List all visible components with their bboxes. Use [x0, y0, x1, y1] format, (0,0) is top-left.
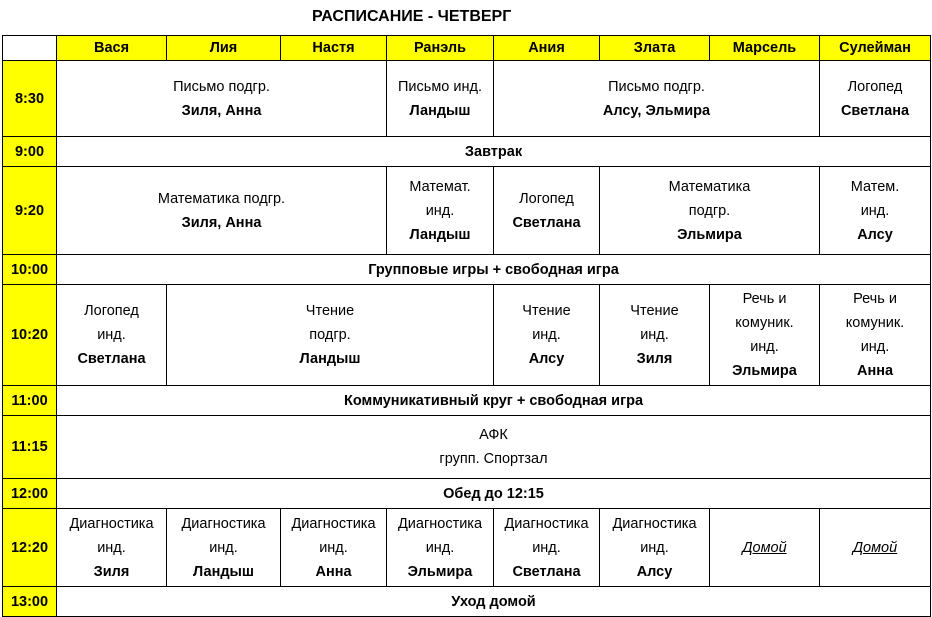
lesson-person: Зиля — [636, 351, 673, 367]
lesson-cell — [57, 285, 167, 386]
schedule-table — [2, 35, 931, 617]
lesson-person: Светлана — [512, 563, 581, 580]
lesson-cell — [820, 61, 931, 137]
activity-cell — [57, 416, 931, 479]
header-cell: Злата — [600, 36, 710, 61]
activity-cell: Завтрак — [57, 137, 931, 167]
lesson-cell — [387, 167, 494, 255]
lesson-type: инд. — [425, 202, 455, 219]
lesson-cell — [167, 509, 281, 587]
lesson-label: Чтение — [630, 303, 679, 319]
header-cell: Вася — [57, 36, 167, 61]
lesson-label: Письмо подгр. — [608, 78, 705, 95]
lesson-person: Эльмира — [732, 363, 797, 379]
lesson-cell — [57, 61, 387, 137]
time-cell: 13:00 — [3, 587, 57, 617]
row-920 — [3, 167, 931, 255]
header-cell: Ранэль — [387, 36, 494, 61]
lesson-type: подгр. — [688, 202, 731, 219]
lesson-type: инд. — [640, 539, 669, 556]
row-830 — [3, 61, 931, 137]
row-1300 — [3, 587, 931, 617]
lesson-person: Эльмира — [407, 563, 473, 580]
lesson-type: подгр. — [309, 327, 351, 343]
lesson-type: инд. — [209, 539, 238, 556]
lesson-label: Диагностика — [612, 515, 697, 532]
lesson-label: Чтение — [305, 303, 355, 319]
lesson-cell — [57, 167, 387, 255]
row-1200 — [3, 479, 931, 509]
lesson-label: Диагностика — [397, 515, 483, 532]
activity-cell: Коммуникативный круг + свободная игра — [57, 386, 931, 416]
lesson-type: инд. — [425, 539, 455, 556]
home-link[interactable]: Домой — [742, 539, 787, 556]
corner-cell — [3, 36, 57, 61]
lesson-cell — [820, 285, 931, 386]
lesson-person: Анна — [315, 563, 352, 580]
lesson-mode: инд. — [750, 339, 779, 355]
lesson-mode: инд. — [860, 339, 890, 355]
lesson-person: Зиля, Анна — [181, 214, 262, 231]
row-1115 — [3, 416, 931, 479]
lesson-person: Зиля — [93, 563, 130, 580]
activity-cell: Уход домой — [57, 587, 931, 617]
time-cell: 8:30 — [3, 61, 57, 137]
lesson-person: Анна — [856, 363, 894, 379]
lesson-type: инд. — [860, 202, 890, 219]
lesson-person: Светлана — [77, 351, 146, 367]
lesson-cell — [600, 509, 710, 587]
lesson-cell — [167, 285, 494, 386]
lesson-label: Матем. — [850, 178, 900, 195]
lesson-cell — [494, 61, 820, 137]
lesson-person: Ландыш — [409, 226, 471, 243]
lesson-person: Ландыш — [409, 102, 471, 119]
lesson-type: комуник. — [845, 315, 905, 331]
header-row — [3, 36, 931, 61]
time-cell: 11:00 — [3, 386, 57, 416]
header-cell: Ания — [494, 36, 600, 61]
time-cell: 12:20 — [3, 509, 57, 587]
lesson-label: Речь и — [853, 291, 897, 307]
time-cell: 9:00 — [3, 137, 57, 167]
lesson-cell — [494, 509, 600, 587]
lesson-label: Диагностика — [181, 515, 266, 532]
time-cell: 10:00 — [3, 255, 57, 285]
lesson-type: комуник. — [735, 315, 794, 331]
lesson-cell — [494, 285, 600, 386]
row-900 — [3, 137, 931, 167]
lesson-person: Алсу — [857, 226, 893, 243]
lesson-cell — [494, 167, 600, 255]
lesson-cell — [57, 509, 167, 587]
page-title: РАСПИСАНИЕ - ЧЕТВЕРГ — [312, 8, 512, 25]
lesson-type: инд. — [319, 539, 348, 556]
lesson-type: инд. — [97, 327, 126, 343]
lesson-person: Алсу, Эльмира — [602, 102, 711, 119]
lesson-label: Чтение — [522, 303, 571, 319]
lesson-person: Ландыш — [299, 351, 361, 367]
header-cell: Лия — [167, 36, 281, 61]
home-cell — [820, 509, 931, 587]
lesson-cell — [820, 167, 931, 255]
activity-label: АФК — [479, 427, 508, 443]
activity-place: групп. Спортзал — [439, 451, 548, 467]
lesson-type: инд. — [532, 327, 561, 343]
row-1000 — [3, 255, 931, 285]
lesson-label: Логопед — [519, 190, 574, 207]
header-cell: Сулейман — [820, 36, 931, 61]
lesson-cell — [600, 167, 820, 255]
row-1020 — [3, 285, 931, 386]
activity-cell: Обед до 12:15 — [57, 479, 931, 509]
lesson-label: Диагностика — [504, 515, 589, 532]
lesson-label: Математика подгр. — [157, 190, 286, 207]
lesson-cell — [387, 509, 494, 587]
lesson-cell — [281, 509, 387, 587]
lesson-label: Логопед — [847, 78, 903, 95]
lesson-person: Алсу — [528, 351, 565, 367]
lesson-label: Диагностика — [69, 515, 154, 532]
lesson-label: Диагностика — [291, 515, 376, 532]
row-1220 — [3, 509, 931, 587]
lesson-label: Письмо подгр. — [173, 78, 270, 95]
lesson-person: Зиля, Анна — [181, 102, 262, 119]
time-cell: 10:20 — [3, 285, 57, 386]
lesson-label: Логопед — [84, 303, 139, 319]
time-cell: 9:20 — [3, 167, 57, 255]
time-cell: 11:15 — [3, 416, 57, 479]
row-1100 — [3, 386, 931, 416]
home-link[interactable]: Домой — [852, 539, 898, 556]
lesson-label: Математика — [668, 178, 751, 195]
activity-cell: Групповые игры + свободная игра — [57, 255, 931, 285]
lesson-type: инд. — [640, 327, 669, 343]
lesson-person: Светлана — [512, 214, 581, 231]
lesson-cell — [710, 285, 820, 386]
lesson-person: Алсу — [636, 563, 673, 580]
lesson-person: Светлана — [840, 102, 910, 119]
lesson-person: Эльмира — [677, 226, 742, 243]
lesson-person: Ландыш — [192, 563, 255, 580]
time-cell: 12:00 — [3, 479, 57, 509]
lesson-type: инд. — [532, 539, 561, 556]
lesson-label: Письмо инд. — [398, 78, 482, 95]
lesson-cell — [387, 61, 494, 137]
lesson-cell — [600, 285, 710, 386]
lesson-label: Математ. — [409, 178, 471, 195]
home-cell — [710, 509, 820, 587]
header-cell: Марсель — [710, 36, 820, 61]
lesson-label: Речь и — [742, 291, 787, 307]
header-cell: Настя — [281, 36, 387, 61]
lesson-type: инд. — [97, 539, 126, 556]
title-row — [0, 0, 932, 36]
